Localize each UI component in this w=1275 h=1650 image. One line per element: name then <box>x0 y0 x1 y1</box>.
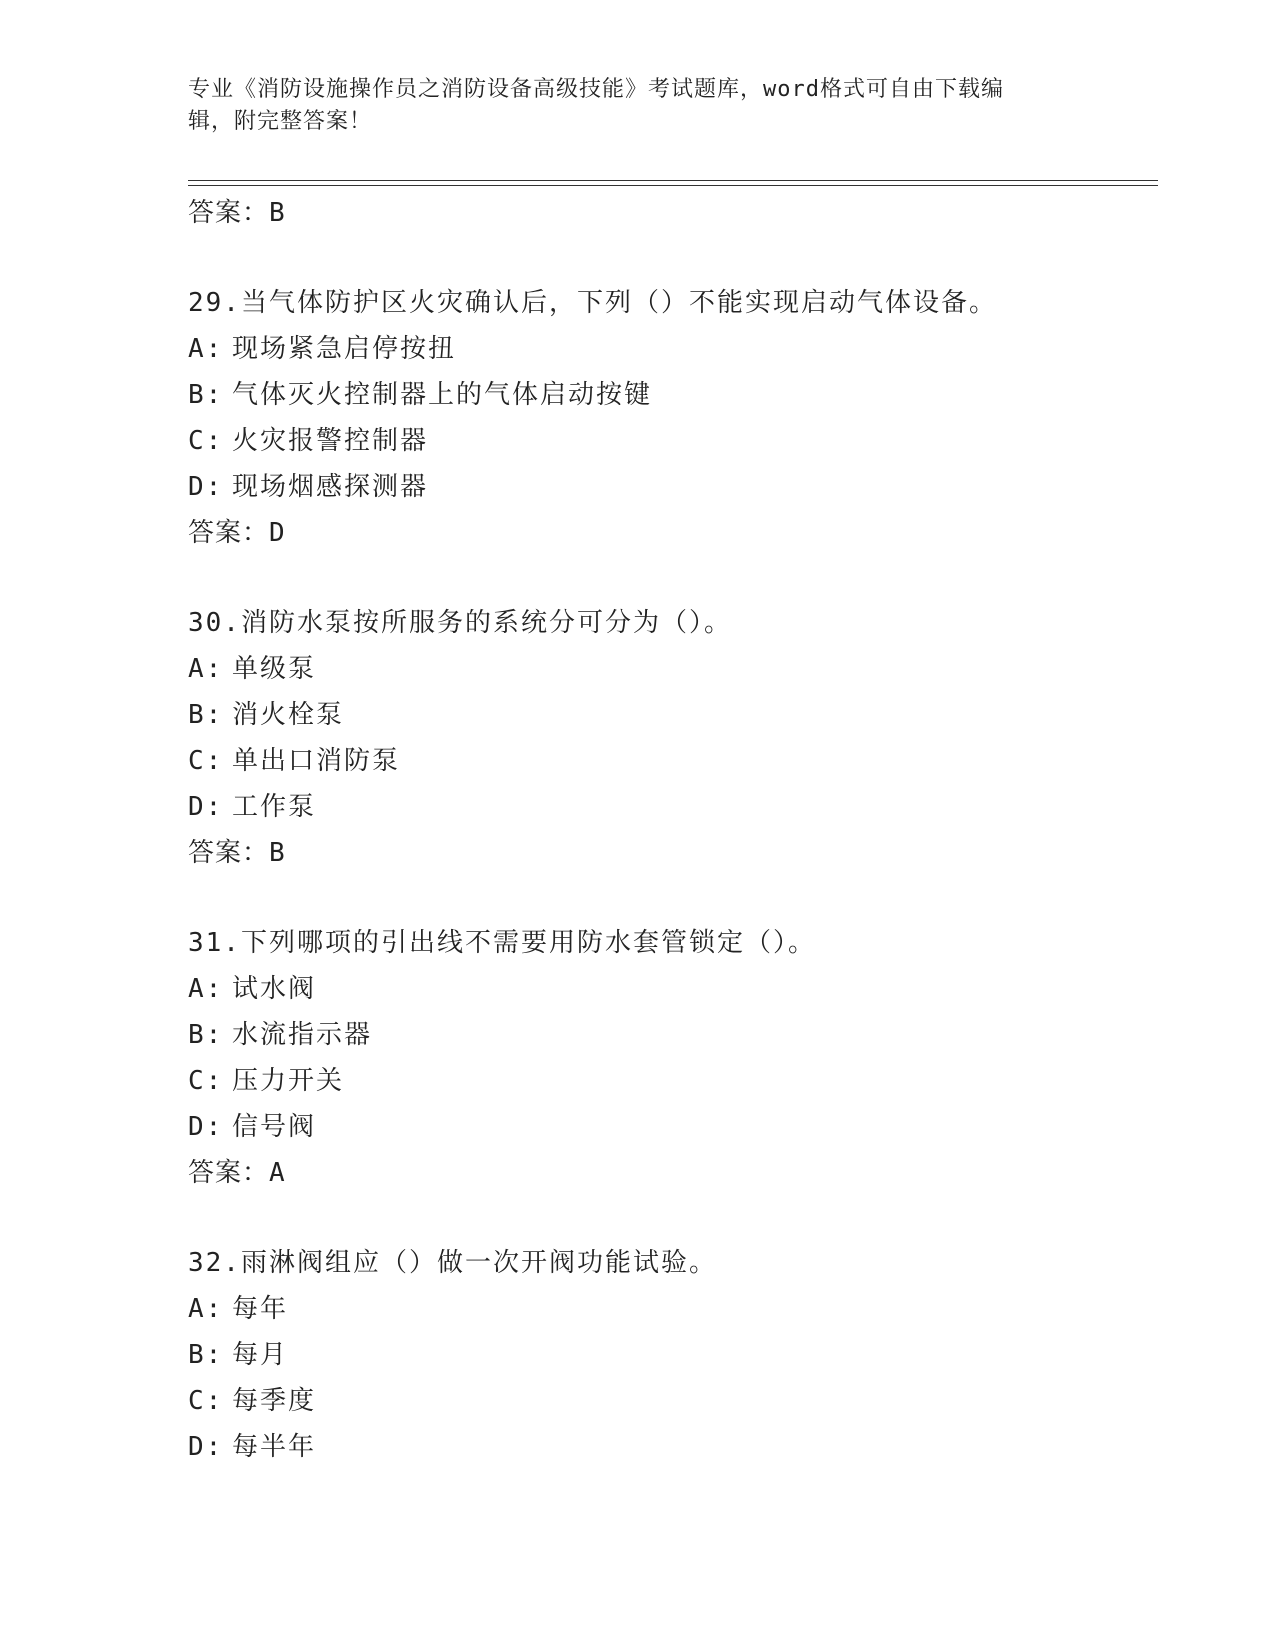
option-c <box>188 1378 1158 1424</box>
question-text: 下列哪项的引出线不需要用防水套管锁定（）。 <box>240 928 816 958</box>
option-key: B: <box>188 700 224 730</box>
option-text: 工作泵 <box>232 792 317 822</box>
option-text: 每年 <box>232 1294 289 1324</box>
option-b <box>188 372 1158 418</box>
option-c <box>188 418 1158 464</box>
header-divider-top <box>188 180 1158 181</box>
question-number: 29. <box>188 288 241 318</box>
question-30 <box>188 600 1158 876</box>
question-32 <box>188 1240 1158 1470</box>
option-text: 现场烟感探测器 <box>232 472 429 502</box>
option-key: C: <box>188 746 224 776</box>
option-b <box>188 1332 1158 1378</box>
option-key: D: <box>188 1432 224 1462</box>
header-line-2: 辑，附完整答案！ <box>188 109 373 134</box>
option-d <box>188 1104 1158 1150</box>
option-d <box>188 464 1158 510</box>
option-key: A: <box>188 974 224 1004</box>
option-key: C: <box>188 1386 224 1416</box>
answer-value: B <box>269 198 286 228</box>
option-text: 单出口消防泵 <box>232 746 401 776</box>
option-key: B: <box>188 1340 224 1370</box>
option-key: C: <box>188 426 224 456</box>
answer-label: 答案： <box>188 198 270 228</box>
option-key: A: <box>188 654 224 684</box>
option-text: 每半年 <box>232 1432 317 1462</box>
question-number: 31. <box>188 928 241 958</box>
answer-label: 答案： <box>188 838 270 868</box>
question-stem <box>188 600 1158 646</box>
question-stem <box>188 920 1158 966</box>
option-text: 现场紧急启停按扭 <box>232 334 457 364</box>
option-text: 试水阀 <box>232 974 317 1004</box>
option-text: 消火栓泵 <box>232 700 345 730</box>
question-31 <box>188 920 1158 1196</box>
option-text: 每季度 <box>232 1386 317 1416</box>
answer-line <box>188 830 1158 876</box>
option-text: 每月 <box>232 1340 289 1370</box>
question-list <box>188 190 1158 1470</box>
question-number: 30. <box>188 608 241 638</box>
question-text: 雨淋阀组应（）做一次开阀功能试验。 <box>240 1248 717 1278</box>
option-d <box>188 1424 1158 1470</box>
answer-line <box>188 190 1158 236</box>
option-key: A: <box>188 334 224 364</box>
option-text: 水流指示器 <box>232 1020 373 1050</box>
option-text: 气体灭火控制器上的气体启动按键 <box>232 380 653 410</box>
option-key: B: <box>188 380 224 410</box>
question-stem <box>188 280 1158 326</box>
option-text: 压力开关 <box>232 1066 345 1096</box>
answer-value: B <box>269 838 286 868</box>
option-key: B: <box>188 1020 224 1050</box>
option-key: C: <box>188 1066 224 1096</box>
option-text: 单级泵 <box>232 654 317 684</box>
option-a <box>188 326 1158 372</box>
question-29 <box>188 280 1158 556</box>
option-c <box>188 1058 1158 1104</box>
option-text: 火灾报警控制器 <box>232 426 429 456</box>
answer-value: A <box>269 1158 286 1188</box>
answer-line <box>188 1150 1158 1196</box>
option-key: D: <box>188 472 224 502</box>
option-a <box>188 646 1158 692</box>
option-key: A: <box>188 1294 224 1324</box>
option-b <box>188 1012 1158 1058</box>
answer-label: 答案： <box>188 518 270 548</box>
option-c <box>188 738 1158 784</box>
question-stem <box>188 1240 1158 1286</box>
answer-value: D <box>269 518 286 548</box>
option-b <box>188 692 1158 738</box>
option-key: D: <box>188 1112 224 1142</box>
option-text: 信号阀 <box>232 1112 317 1142</box>
question-text: 当气体防护区火灾确认后，下列（）不能实现启动气体设备。 <box>240 288 997 318</box>
question-number: 32. <box>188 1248 241 1278</box>
option-d <box>188 784 1158 830</box>
header-line-1: 专业《消防设施操作员之消防设备高级技能》考试题库，word格式可自由下载编 <box>188 77 1004 102</box>
answer-line <box>188 510 1158 556</box>
option-a <box>188 1286 1158 1332</box>
option-a <box>188 966 1158 1012</box>
header-divider-bottom <box>188 185 1158 186</box>
answer-label: 答案： <box>188 1158 270 1188</box>
option-key: D: <box>188 792 224 822</box>
question-text: 消防水泵按所服务的系统分可分为（）。 <box>240 608 732 638</box>
document-header <box>188 74 1068 138</box>
